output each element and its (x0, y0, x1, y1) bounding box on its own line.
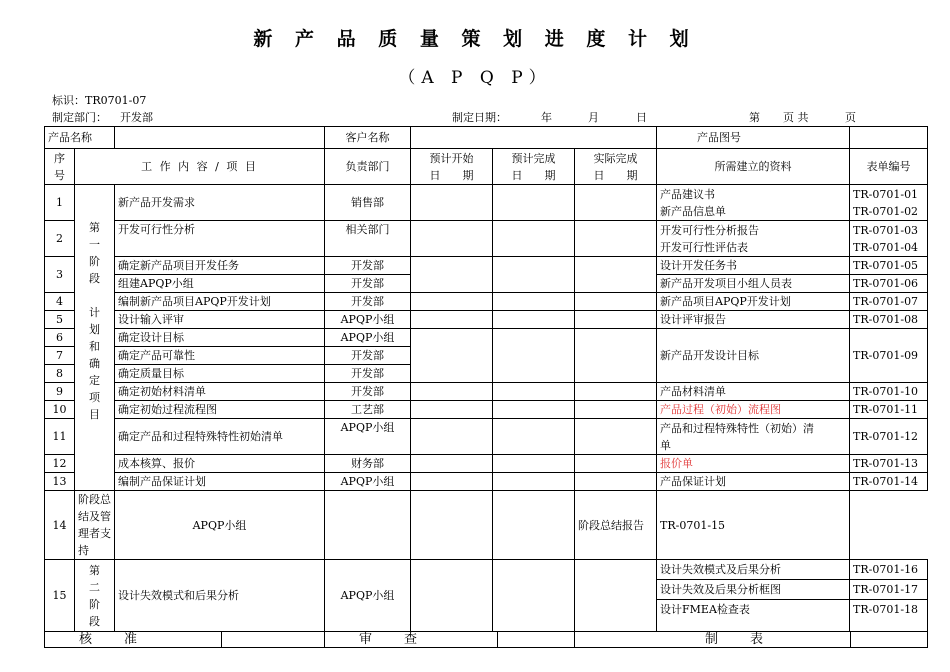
actual-end-cell[interactable] (575, 329, 657, 383)
work-header: 工 作 内 容 / 项 目 (75, 149, 325, 185)
review-signature-field[interactable] (497, 632, 574, 647)
signature-row (45, 632, 928, 648)
task-cell: 成本核算、报价 (115, 455, 325, 473)
plan-end-cell[interactable] (411, 491, 493, 560)
docs-cell: 开发可行性分析报告 开发可行性评估表 (657, 221, 850, 257)
row-number: 13 (45, 473, 75, 491)
task-cell: 确定初始过程流程图 (115, 401, 325, 419)
table-row (45, 401, 928, 419)
plan-end-cell[interactable] (493, 419, 575, 455)
apqp-schedule-table (44, 126, 928, 648)
plan-end-header: 预计完成 日 期 (493, 149, 575, 185)
document-subtitle: （A P Q P） (398, 68, 552, 88)
form-cell: TR-0701-05 (850, 257, 928, 275)
form-cell: TR-0701-15 (657, 491, 850, 560)
actual-end-cell[interactable] (575, 383, 657, 401)
month-label: 月 (588, 111, 599, 124)
dept-cell: 开发部 (325, 365, 411, 383)
docs-cell: 设计评审报告 (657, 311, 850, 329)
docs-cell: 报价单 (657, 455, 850, 473)
table-row (45, 560, 928, 580)
form-cell: TR-0701-18 (850, 600, 928, 632)
phase-one-label: 第 一 阶 段 计 划 和 确 定 项 目 (75, 185, 115, 491)
actual-end-cell[interactable] (575, 473, 657, 491)
plan-end-cell[interactable] (493, 560, 575, 632)
actual-end-header: 实际完成 日 期 (575, 149, 657, 185)
form-cell: TR-0701-03 TR-0701-04 (850, 221, 928, 257)
docs-cell: 阶段总结报告 (575, 491, 657, 560)
plan-start-cell[interactable] (411, 560, 493, 632)
form-cell: TR-0701-14 (850, 473, 928, 491)
row-number: 2 (45, 221, 75, 257)
docs-cell: 产品材料清单 (657, 383, 850, 401)
dept-cell: 开发部 (325, 347, 411, 365)
plan-end-cell[interactable] (493, 383, 575, 401)
actual-end-cell[interactable] (575, 221, 657, 257)
row-number: 11 (45, 419, 75, 455)
customer-name-value[interactable] (411, 127, 657, 149)
date-label: 制定日期： (452, 111, 507, 124)
product-name-value[interactable] (115, 127, 325, 149)
docs-cell: 设计失效模式及后果分析 (657, 560, 850, 580)
year-label: 年 (541, 111, 552, 124)
plan-end-cell[interactable] (493, 221, 575, 257)
dept-label: 制定部门： (52, 111, 107, 124)
plan-start-cell[interactable] (411, 455, 493, 473)
plan-start-cell[interactable] (411, 383, 493, 401)
docs-cell: 设计失效及后果分析框图 (657, 580, 850, 600)
table-row (45, 383, 928, 401)
plan-end-cell[interactable] (493, 401, 575, 419)
row-number: 15 (45, 560, 75, 632)
form-cell: TR-0701-13 (850, 455, 928, 473)
table-row (45, 455, 928, 473)
row-number: 1 (45, 185, 75, 221)
dept-cell: 销售部 (325, 185, 411, 221)
row-number: 8 (45, 365, 75, 383)
dept-cell: 开发部 (325, 275, 411, 293)
docs-cell: 新产品开发项目小组人员表 (657, 275, 850, 293)
form-cell: TR-0701-10 (850, 383, 928, 401)
form-cell: TR-0701-07 (850, 293, 928, 311)
actual-end-cell[interactable] (575, 257, 657, 293)
dept-cell: APQP小组 (115, 491, 325, 560)
docs-cell: 产品保证计划 (657, 473, 850, 491)
row-number: 3 (45, 257, 75, 293)
dept-header: 负责部门 (325, 149, 411, 185)
dept-cell: 工艺部 (325, 401, 411, 419)
plan-end-cell[interactable] (493, 329, 575, 383)
plan-end-cell[interactable] (493, 455, 575, 473)
actual-end-cell[interactable] (575, 455, 657, 473)
table-row (45, 473, 928, 491)
form-cell: TR-0701-08 (850, 311, 928, 329)
table-row (45, 329, 928, 347)
plan-start-header: 预计开始 日 期 (411, 149, 493, 185)
document-title: 新 产 品 质 量 策 划 进 度 计 划 (253, 28, 697, 50)
dept-cell: APQP小组 (325, 329, 411, 347)
plan-end-cell[interactable] (493, 257, 575, 293)
row-number: 12 (45, 455, 75, 473)
seq-header: 序 号 (45, 149, 75, 185)
dept-cell: APQP小组 (325, 560, 411, 632)
task-cell: 开发可行性分析 (115, 221, 325, 257)
task-cell: 组建APQP小组 (115, 275, 325, 293)
plan-start-cell[interactable] (411, 257, 493, 293)
row-number: 7 (45, 347, 75, 365)
dept-cell: APQP小组 (325, 311, 411, 329)
task-cell: 确定质量目标 (115, 365, 325, 383)
form-cell: TR-0701-06 (850, 275, 928, 293)
plan-start-cell[interactable] (411, 185, 493, 221)
dept-cell: 开发部 (325, 383, 411, 401)
actual-end-cell[interactable] (575, 311, 657, 329)
row-number: 6 (45, 329, 75, 347)
approve-label: 核 准 (79, 632, 140, 647)
approve-signature-field[interactable] (221, 632, 324, 647)
plan-start-cell[interactable] (411, 293, 493, 311)
table-row (45, 311, 928, 329)
page-di-label: 第 (749, 111, 760, 124)
info-row (45, 127, 928, 149)
page-label: 页 (845, 111, 856, 124)
dept-cell: 开发部 (325, 293, 411, 311)
plan-start-cell[interactable] (411, 311, 493, 329)
docs-cell: 设计开发任务书 (657, 257, 850, 275)
plan-start-cell[interactable] (411, 329, 493, 383)
form-cell: TR-0701-17 (850, 580, 928, 600)
task-cell: 设计输入评审 (115, 311, 325, 329)
plan-start-cell[interactable] (411, 419, 493, 455)
table-row (45, 221, 928, 257)
actual-end-cell[interactable] (575, 293, 657, 311)
task-cell: 设计失效模式和后果分析 (115, 560, 325, 632)
phase-two-label: 第 二 阶 段 (75, 560, 115, 632)
table-row (45, 185, 928, 221)
docs-cell: 新产品项目APQP开发计划 (657, 293, 850, 311)
actual-end-cell[interactable] (493, 491, 575, 560)
form-no-header: 表单编号 (850, 149, 928, 185)
task-cell: 确定设计目标 (115, 329, 325, 347)
row-number: 10 (45, 401, 75, 419)
task-cell: 编制产品保证计划 (115, 473, 325, 491)
row-number: 5 (45, 311, 75, 329)
plan-start-cell[interactable] (411, 473, 493, 491)
plan-end-cell[interactable] (493, 473, 575, 491)
product-name-label: 产品名称 (45, 127, 115, 149)
actual-end-cell[interactable] (575, 185, 657, 221)
table-row (45, 419, 928, 455)
page-total-label: 页 共 (783, 111, 809, 124)
task-cell: 确定初始材料清单 (115, 383, 325, 401)
dept-cell: 相关部门 (325, 221, 411, 257)
review-label: 审 查 (359, 632, 420, 647)
plan-start-cell[interactable] (411, 401, 493, 419)
table-row (45, 491, 928, 560)
task-cell: 确定产品可靠性 (115, 347, 325, 365)
product-drawing-value[interactable] (850, 127, 928, 149)
prepare-label: 制 表 (705, 632, 766, 647)
dept-value: 开发部 (120, 111, 153, 124)
prepare-signature-field[interactable] (850, 632, 927, 647)
task-cell: 确定新产品项目开发任务 (115, 257, 325, 275)
actual-end-cell[interactable] (575, 401, 657, 419)
doc-id-label: 标识：TR0701-07 (52, 94, 147, 107)
docs-cell: 产品和过程特殊特性（初始）清 单 (657, 419, 850, 455)
table-row (45, 293, 928, 311)
actual-end-cell[interactable] (575, 419, 657, 455)
form-cell: TR-0701-01 TR-0701-02 (850, 185, 928, 221)
product-drawing-label: 产品图号 (657, 127, 850, 149)
plan-end-cell[interactable] (493, 185, 575, 221)
row-number: 9 (45, 383, 75, 401)
row-number: 4 (45, 293, 75, 311)
dept-cell: 开发部 (325, 257, 411, 275)
header-row (45, 149, 928, 185)
docs-cell: 设计FMEA检查表 (657, 600, 850, 632)
dept-cell: 财务部 (325, 455, 411, 473)
task-cell: 编制新产品项目APQP开发计划 (115, 293, 325, 311)
plan-end-cell[interactable] (493, 311, 575, 329)
docs-cell: 产品过程（初始）流程图 (657, 401, 850, 419)
approve-cell (45, 632, 325, 648)
form-cell: TR-0701-11 (850, 401, 928, 419)
task-cell: 确定产品和过程特殊特性初始清单 (115, 419, 325, 455)
task-cell: 新产品开发需求 (115, 185, 325, 221)
day-label: 日 (636, 111, 647, 124)
form-cell: TR-0701-12 (850, 419, 928, 455)
dept-cell: APQP小组 (325, 419, 411, 455)
customer-name-label: 客户名称 (325, 127, 411, 149)
task-cell: 阶段总结及管理者支持 (75, 491, 115, 560)
form-cell: TR-0701-09 (850, 329, 928, 383)
review-cell (325, 632, 575, 648)
dept-cell: APQP小组 (325, 473, 411, 491)
docs-cell: 产品建议书 新产品信息单 (657, 185, 850, 221)
docs-header: 所需建立的资料 (657, 149, 850, 185)
plan-start-cell[interactable] (411, 221, 493, 257)
prepare-cell (575, 632, 928, 648)
docs-cell: 新产品开发设计目标 (657, 329, 850, 383)
plan-end-cell[interactable] (493, 293, 575, 311)
plan-start-cell[interactable] (325, 491, 411, 560)
row-number: 14 (45, 491, 75, 560)
table-row (45, 257, 928, 275)
form-cell: TR-0701-16 (850, 560, 928, 580)
actual-end-cell[interactable] (575, 560, 657, 632)
